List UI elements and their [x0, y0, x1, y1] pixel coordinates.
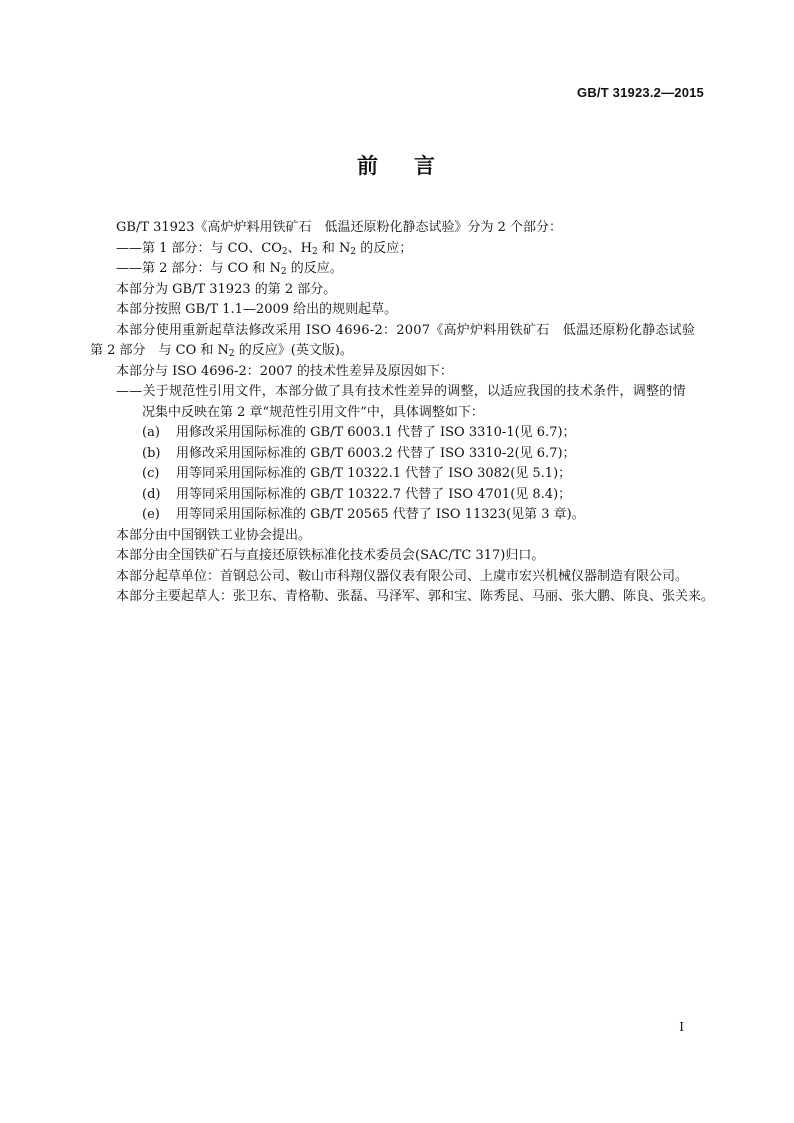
page-title [0, 150, 794, 180]
item-label: (e) [142, 507, 160, 522]
list-item-normative-references-line-2: 况集中反映在第 2 章“规范性引用文件”中，具体调整如下： [142, 404, 484, 420]
list-item-part-1: ——第 1 部分：与 CO、$CO_2$、$H_2$ 和 $N_2$ 的反应； [116, 240, 413, 257]
paragraph-drafting-units: 本部分起草单位：首钢总公司、鞍山市科翔仪器仪表有限公司、上虞市宏兴机械仪器制造有限公司。 [116, 568, 689, 584]
paragraph-this-part: 本部分为 GB/T 31923 的第 2 部分。 [116, 281, 337, 297]
item-text: 用修改采用国际标准的 GB/T 6003.2 代替了 ISO 3310-2(见 6.7)； [176, 445, 576, 461]
list-item-d [90, 485, 704, 506]
list-item-e [90, 505, 704, 526]
title-char-1: 前 [357, 154, 380, 178]
paragraph-under-jurisdiction: 本部分由全国铁矿石与直接还原铁标准化技术委员会(SAC/TC 317)归口。 [116, 548, 545, 563]
paragraph-technical-differences: 本部分与 ISO 4696-2：2007 的技术性差异及原因如下： [116, 363, 453, 379]
item-text: 用等同采用国际标准的 GB/T 10322.1 代替了 ISO 3082(见 5.1)； [176, 466, 572, 481]
item-label: (b) [142, 445, 161, 461]
item-label: (c) [142, 466, 160, 481]
paragraph-main-drafters: 本部分主要起草人：张卫东、青格勒、张磊、马泽军、郭和宝、陈秀昆、马丽、张大鹏、陈良、张关来。 [116, 589, 715, 604]
item-text: 用修改采用国际标准的 GB/T 6003.1 代替了 ISO 3310-1(见 6.7)； [176, 425, 576, 440]
paragraph-adoption-line-2: 第 2 部分 与 CO 和 $N_2$ 的反应》(英文版)。 [90, 343, 353, 359]
paragraph-parts-intro: GB/T 31923《高炉炉料用铁矿石 低温还原粉化静态试验》分为 2 个部分： [116, 220, 563, 235]
item-label: (a) [142, 425, 160, 440]
list-item-b [90, 444, 704, 465]
standard-code-header: GB/T 31923.2—2015 [577, 85, 704, 100]
item-label: (d) [142, 486, 161, 502]
item-text: 用等同采用国际标准的 GB/T 20565 代替了 ISO 11323(见第 3 章)。 [176, 507, 585, 522]
paragraph-adoption-line-1: 本部分使用重新起草法修改采用 ISO 4696-2：2007《高炉炉料用铁矿石 低温还原粉化静态试验 [116, 322, 696, 338]
list-item-a [90, 423, 704, 444]
paragraph-proposed-by: 本部分由中国钢铁工业协会提出。 [116, 527, 312, 543]
list-item-c [90, 464, 704, 485]
foreword-body [90, 218, 715, 608]
paragraph-drafting-rules: 本部分按照 GB/T 1.1—2009 给出的规则起草。 [116, 302, 398, 317]
list-item-part-2: ——第 2 部分：与 CO 和 $N_2$ 的反应。 [116, 261, 343, 277]
page-number: I [679, 1020, 684, 1034]
list-item-normative-references-line-1: ——关于规范性引用文件，本部分做了具有技术性差异的调整，以适应我国的技术条件，调整的情 [116, 384, 686, 399]
title-char-2: 言 [414, 154, 437, 178]
item-text: 用等同采用国际标准的 GB/T 10322.7 代替了 ISO 4701(见 8.4)； [176, 486, 572, 502]
